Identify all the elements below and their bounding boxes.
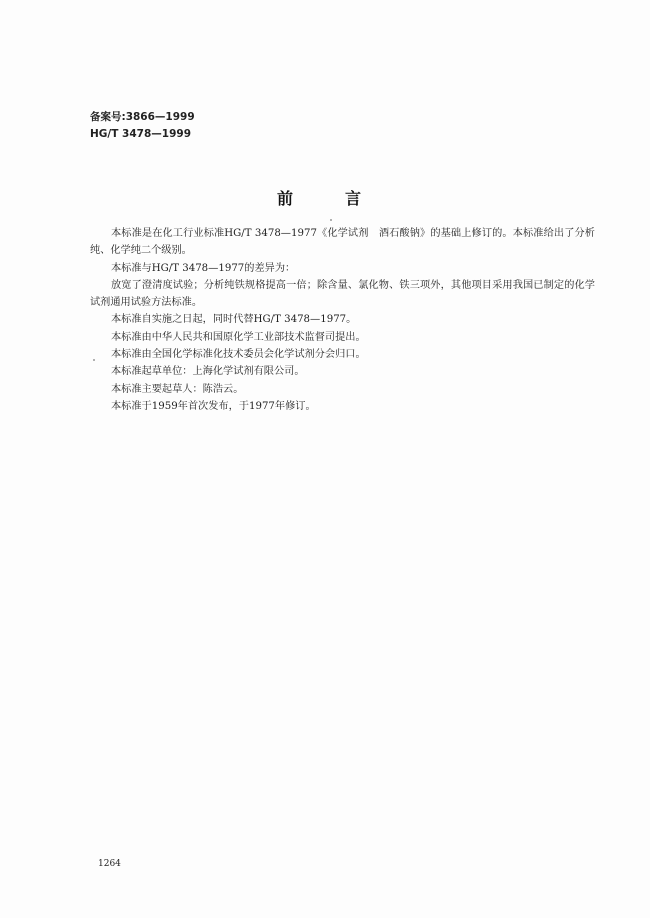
paragraph: 本标准主要起草人：陈浩云。 — [111, 383, 244, 395]
paragraph: 放宽了澄清度试验；分析纯铁规格提高一倍；除含量、氯化物、铁三项外，其他项目采用我国已制定的化学试剂通用试验方法标准。 — [90, 279, 595, 309]
paragraph: 本标准由全国化学标准化技术委员会化学试剂分会归口。 — [111, 349, 366, 361]
scan-speck — [93, 359, 95, 361]
page-title: 前言 — [276, 189, 413, 208]
paragraph: 本标准自实施之日起，同时代替HG/T 3478—1977。 — [111, 314, 357, 326]
paragraph: 本标准起草单位：上海化学试剂有限公司。 — [111, 366, 305, 378]
document-header — [90, 109, 195, 143]
paragraph: 本标准于1959年首次发布，于1977年修订。 — [111, 400, 316, 412]
standard-code: HG/T 3478—1999 — [90, 128, 192, 140]
paragraph: 本标准由中华人民共和国原化学工业部技术监督司提出。 — [111, 331, 366, 343]
paragraph: 本标准与HG/T 3478—1977的差异为： — [111, 262, 296, 274]
foreword-body — [90, 225, 595, 415]
paragraph: 本标准是在化工行业标准HG/T 3478—1977《化学试剂 酒石酸钠》的基础上修订的。本标准给出了分析纯、化学纯二个级别。 — [90, 228, 595, 257]
page-number: 1264 — [98, 859, 121, 869]
record-number: 备案号:3866—1999 — [90, 111, 195, 123]
scan-speck — [330, 219, 332, 221]
